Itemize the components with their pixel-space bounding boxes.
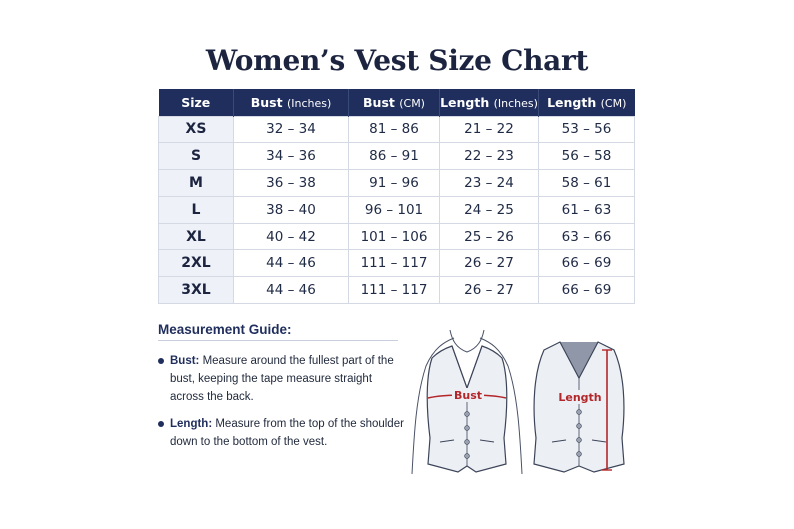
guide-item-bust xyxy=(158,352,408,408)
bust-inches-cell: 38 – 40 xyxy=(234,196,349,223)
length-cm-cell: 63 – 66 xyxy=(539,223,635,250)
guide-term: Length: xyxy=(170,418,213,430)
length-inches-cell: 23 – 24 xyxy=(440,170,539,197)
front-vest-figure xyxy=(412,330,522,474)
size-cell: 3XL xyxy=(159,277,234,304)
bust-inches-cell: 36 – 38 xyxy=(234,170,349,197)
size-chart-table xyxy=(158,89,635,304)
bust-cm-cell: 101 – 106 xyxy=(349,223,440,250)
size-cell: XS xyxy=(159,116,234,143)
table-row xyxy=(159,170,635,197)
bust-cm-cell: 81 – 86 xyxy=(349,116,440,143)
length-inches-cell: 26 – 27 xyxy=(440,250,539,277)
header-bust-cm: Bust (CM) xyxy=(349,89,440,116)
length-inches-cell: 24 – 25 xyxy=(440,196,539,223)
bust-cm-cell: 96 – 101 xyxy=(349,196,440,223)
size-cell: XL xyxy=(159,223,234,250)
table-row xyxy=(159,250,635,277)
length-inches-cell: 21 – 22 xyxy=(440,116,539,143)
bust-inches-cell: 44 – 46 xyxy=(234,277,349,304)
guide-description: Measure from the top of the shoulder down to the bottom of the vest. xyxy=(170,418,404,448)
bust-inches-cell: 32 – 34 xyxy=(234,116,349,143)
bust-inches-cell: 40 – 42 xyxy=(234,223,349,250)
guide-description: Measure around the fullest part of the bust, keeping the tape measure straight across the back. xyxy=(170,355,394,403)
header-length-cm: Length (CM) xyxy=(539,89,635,116)
table-row xyxy=(159,143,635,170)
length-inches-cell: 26 – 27 xyxy=(440,277,539,304)
length-label: Length xyxy=(558,391,602,404)
guide-term: Bust: xyxy=(170,355,200,367)
size-cell: 2XL xyxy=(159,250,234,277)
length-cm-cell: 66 – 69 xyxy=(539,277,635,304)
table-row xyxy=(159,277,635,304)
length-cm-cell: 66 – 69 xyxy=(539,250,635,277)
bust-inches-cell: 34 – 36 xyxy=(234,143,349,170)
guide-item-text xyxy=(170,415,408,451)
size-cell: M xyxy=(159,170,234,197)
header-length-inches: Length (Inches) xyxy=(440,89,539,116)
bust-cm-cell: 86 – 91 xyxy=(349,143,440,170)
page-title: Women’s Vest Size Chart xyxy=(205,44,589,77)
bust-cm-cell: 111 – 117 xyxy=(349,277,440,304)
vest-measurement-illustration xyxy=(404,326,644,476)
table-row xyxy=(159,116,635,143)
size-cell: L xyxy=(159,196,234,223)
size-cell: S xyxy=(159,143,234,170)
bust-inches-cell: 44 – 46 xyxy=(234,250,349,277)
length-cm-cell: 61 – 63 xyxy=(539,196,635,223)
guide-item-text xyxy=(170,352,408,406)
length-inches-cell: 22 – 23 xyxy=(440,143,539,170)
header-bust-inches: Bust (Inches) xyxy=(234,89,349,116)
table-header-row xyxy=(159,89,635,116)
length-cm-cell: 58 – 61 xyxy=(539,170,635,197)
bust-cm-cell: 91 – 96 xyxy=(349,170,440,197)
length-cm-cell: 56 – 58 xyxy=(539,143,635,170)
table-row xyxy=(159,196,635,223)
length-cm-cell: 53 – 56 xyxy=(539,116,635,143)
length-inches-cell: 25 – 26 xyxy=(440,223,539,250)
measurement-guide-heading: Measurement Guide: xyxy=(158,322,292,337)
bust-cm-cell: 111 – 117 xyxy=(349,250,440,277)
guide-divider xyxy=(158,340,398,341)
table-row xyxy=(159,223,635,250)
bullet-icon xyxy=(158,421,164,427)
bust-label: Bust xyxy=(453,389,483,402)
bullet-icon xyxy=(158,358,164,364)
guide-item-length xyxy=(158,415,408,453)
header-size: Size xyxy=(159,89,234,116)
back-vest-figure xyxy=(534,342,624,472)
